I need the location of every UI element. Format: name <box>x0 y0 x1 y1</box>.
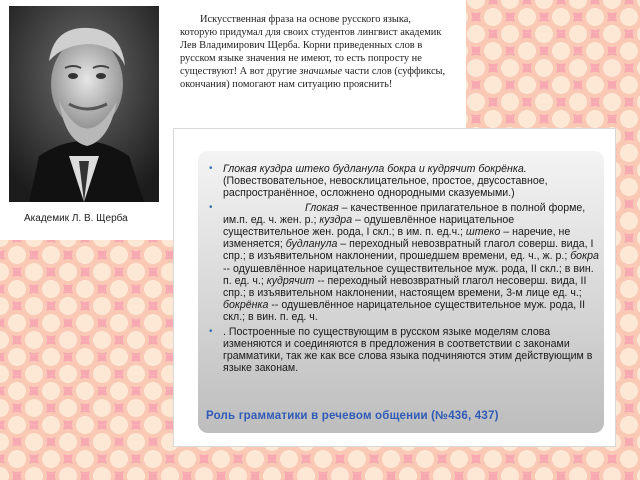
analysis-glokaya: – качественное прилагательное в полной форме, им.п. ед. ч. жен. р.; <box>223 201 586 226</box>
portrait-photo <box>9 6 159 202</box>
analysis-budlanula: – переходный невозвратный глагол соверш. вида, I спр.; в изъявительном наклонении, прошедшем времени, ед. ч., ж. р.; <box>223 238 594 263</box>
bullet-sentence <box>209 163 599 200</box>
word-glokaya: Глокая <box>305 201 339 214</box>
word-kudryachit: кудрячит <box>266 274 315 287</box>
analysis-shteko: – наречие, не изменяется; <box>223 226 571 251</box>
sentence-analysis: (Повествовательное, невосклицательное, простое, двусоставное, распространённое, осложнено однородными сказуемыми.) <box>223 175 548 200</box>
analysis-bokra: -- одушевлённое нарицательное существительное муж. рода, II скл.; в вин. п. ед. ч.; <box>223 262 594 287</box>
word-kuzdra: куздра <box>319 213 353 226</box>
word-shteko: штеко <box>465 226 501 239</box>
intro-text-part1: Искусственная фраза на основе русского языка, которую придумал для своих студентов лингвист академик Лев Владимирович Щерба. Корни приведенных слов в русском языке значения не имеют, то есть попросту не существуют! А вот другие <box>180 14 442 77</box>
portrait-caption: Академик Л. В. Щерба <box>24 213 128 224</box>
slide-content <box>209 163 599 376</box>
intro-emphasis: значимые <box>299 66 343 77</box>
analysis-kuzdra: – одушевлённое нарицательное существительное жен. рода, I скл.; в им. п. ед.ч.; <box>223 213 515 239</box>
conclusion-text: . Построенные по существующим в русском языке моделям слова изменяются и соединяются в предложения в соответствии с законами грамматики, так же как все слова языка подчиняются этим действующим в языке законам. <box>223 325 593 375</box>
grammar-role-link[interactable]: Роль грамматики в речевом общении (№436, 437) <box>206 410 499 422</box>
word-budlanula: будланула <box>285 238 338 251</box>
bullet-dot-icon: • <box>209 163 213 174</box>
bullet-dot-icon: • <box>209 201 213 213</box>
analysis-bokryonka: -- одушевлённое нарицательное существительное муж. рода, II скл.; в вин. п. ед. ч. <box>223 299 586 324</box>
word-bokra: бокра <box>570 250 599 263</box>
intro-text-part2: части слов (суффиксы, окончания) помогают нам ситуацию прояснить! <box>180 66 446 90</box>
word-bokryonka: бокрёнка <box>223 299 269 312</box>
bullet-word-analysis <box>209 202 599 324</box>
bullet-dot-icon: • <box>209 325 213 337</box>
bullet-conclusion <box>209 326 599 375</box>
analysis-kudryachit: -- переходный невозвратный глагол несоверш. вида, II спр.; в изъявительном наклонении, настоящем времени, 3-м лице ед. ч.; <box>223 274 587 300</box>
intro-paragraph <box>180 13 450 91</box>
example-sentence: Глокая куздра штеко будланула бокра и кудрячит бокрёнка. <box>223 163 527 175</box>
